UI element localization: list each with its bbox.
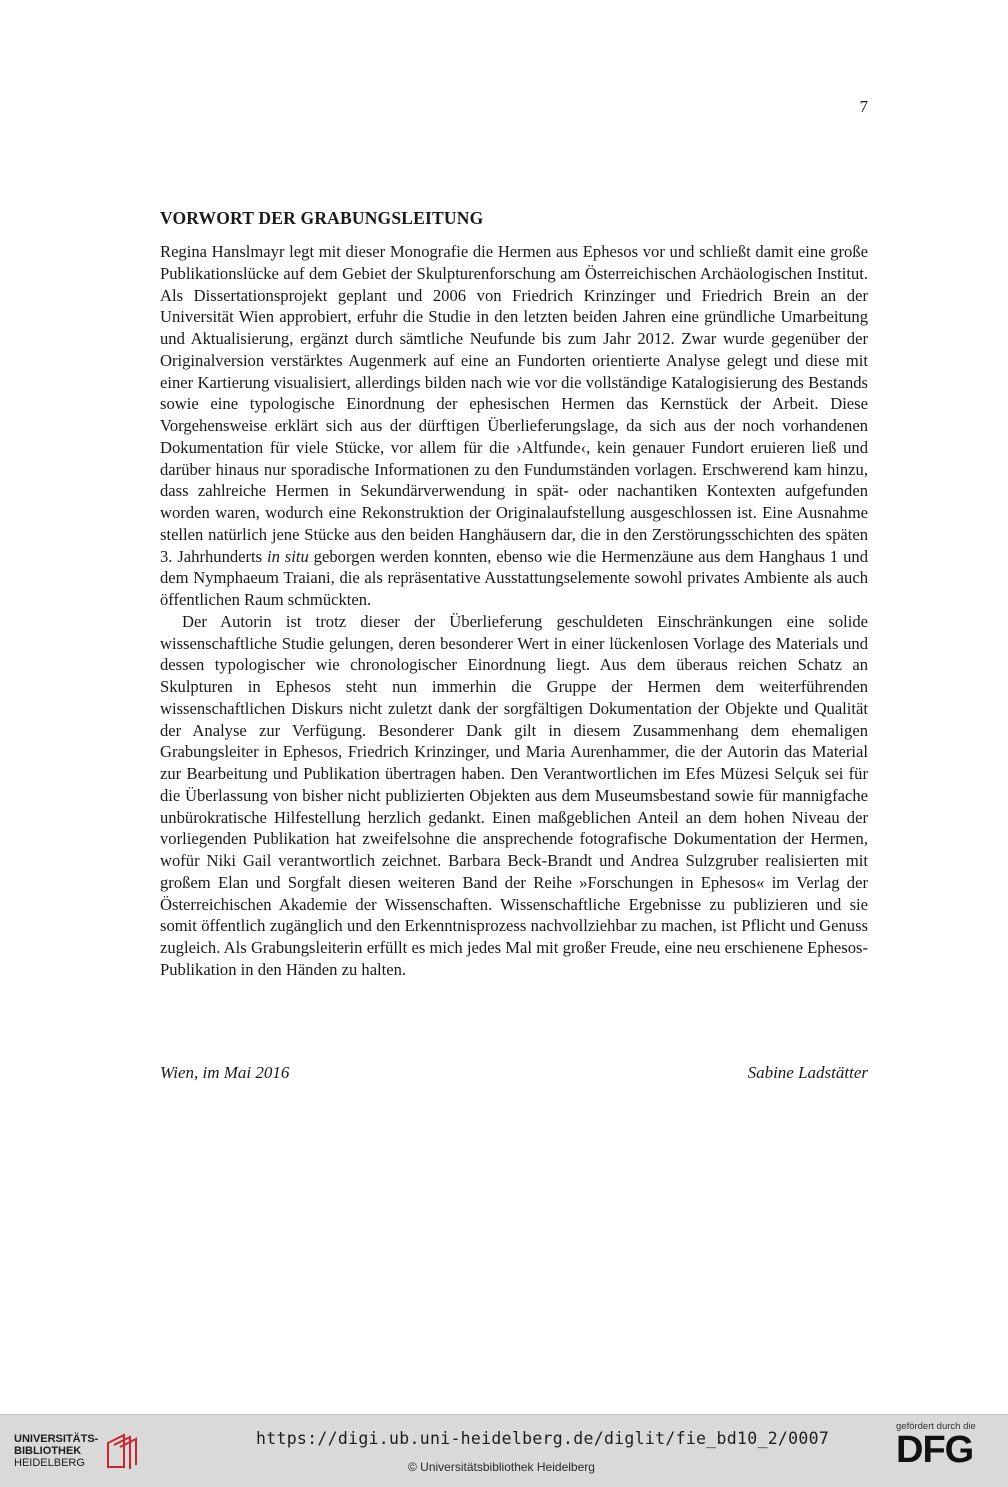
in-situ-italic: in situ	[267, 546, 309, 566]
page-title: VORWORT DER GRABUNGSLEITUNG	[160, 208, 484, 228]
library-name-line-1: UNIVERSITÄTS-	[14, 1433, 99, 1445]
library-mark-icon	[104, 1431, 140, 1471]
library-name-line-3: HEIDELBERG	[14, 1457, 85, 1469]
signature-line	[160, 1063, 868, 1083]
paragraph-1-part-2: geborgen werden konnten, ebenso wie die Hermenzäune aus dem Hanghaus 1 und dem Nymphaeum Traiani, die als repräsentative Ausstattungselemente sowohl privates Ambiente als auch öffentlichen Raum schmückten.	[160, 546, 868, 609]
copyright-notice: © Universitätsbibliothek Heidelberg	[408, 1460, 595, 1474]
dfg-caption: gefördert durch die	[896, 1421, 976, 1432]
place-date: Wien, im Mai 2016	[160, 1063, 290, 1082]
dfg-logo[interactable]	[896, 1421, 996, 1471]
paragraph-1	[160, 241, 868, 611]
library-name-line-2: BIBLIOTHEK	[14, 1445, 82, 1457]
footer-bar	[0, 1414, 1008, 1487]
library-name	[14, 1433, 98, 1469]
author-name: Sabine Ladstätter	[747, 1063, 868, 1082]
library-logo[interactable]	[14, 1431, 140, 1471]
paragraph-1-part-1: Regina Hanslmayr legt mit dieser Monografie die Hermen aus Ephesos vor und schließt damit eine große Publikationslücke auf dem Gebiet der Skulpturenforschung am Österreichischen Archäologischen Institut. Als Dissertationsprojekt geplant und 2006 von Friedrich Krinzinger und Friedrich Brein an der Universität Wien approbiert, erfuhr die Studie in den letzten beiden Jahren eine gründliche Umarbeitung und Aktualisierung, ergänzt durch sämtliche Neufunde bis zum Jahr 2012. Zwar wurde gegenüber der Originalversion verstärktes Augenmerk auf eine an Fundorten orientierte Analyse gelegt und diese mit einer Kartierung visualisiert, allerdings bilden nach wie vor die vollständige Katalogisierung des Bestands sowie eine typologische Einordnung der ephesischen Hermen das Kernstück der Arbeit. Diese Vorgehensweise erklärt sich aus der dürftigen Überlieferungslage, da sich aus der noch vorhandenen Dokumentation für viele Stücke, vor allem für die ›Altfunde‹, kein genauer Fundort eruieren ließ und darüber hinaus nur sporadische Informationen zu den Fundumständen vorlagen. Erschwerend kam hinzu, dass zahlreiche Hermen in Sekundärverwendung in spät- oder nachantiken Kontexten aufgefunden worden waren, wodurch eine Rekonstruktion der Originalaufstellung ausgeschlossen ist. Eine Ausnahme stellen natürlich jene Stücke aus den beiden Hanghäusern dar, die in den Zerstörungsschichten des späten 3. Jahrhunderts	[160, 242, 868, 566]
paragraph-2: Der Autorin ist trotz dieser der Überlieferung geschuldeten Einschränkungen eine solide wissenschaftliche Studie gelungen, deren besonderer Wert in einer lückenlosen Vorlage des Materials und dessen typologischer wie chronologischer Einordnung liegt. Aus dem überaus reichen Schatz an Skulpturen in Ephesos steht nun immerhin die Gruppe der Hermen dem weiterführenden wissenschaftlichen Diskurs nicht zuletzt dank der sorgfältigen Dokumentation der Objekte und Qualität der Analyse zur Verfügung. Besonderer Dank gilt in diesem Zusammenhang dem ehemaligen Grabungsleiter in Ephesos, Friedrich Krinzinger, und Maria Aurenhammer, die der Autorin das Material zur Bearbeitung und Publikation übertragen haben. Den Verantwortlichen im Efes Müzesi Selçuk sei für die Überlassung von bisher nicht publizierten Objekten aus dem Museumsbestand sowie für mannigfache unbürokratische Hilfestellung herzlich gedankt. Einen maßgeblichen Anteil an dem hohen Niveau der vorliegenden Publikation hat zweifelsohne die ansprechende fotografische Dokumentation der Hermen, wofür Niki Gail verantwortlich zeichnet. Barbara Beck-Brandt und Andrea Sulzgruber realisierten mit großem Elan und Sorgfalt diesen weiteren Band der Reihe »Forschungen in Ephesos« im Verlag der Österreichischen Akademie der Wissenschaften. Wissenschaftliche Ergebnisse zu publizieren und sie somit öffentlich zugänglich und den Erkenntnisprozess nachvollziehbar zu machen, ist Pflicht und Genuss zugleich. Als Grabungsleiterin erfüllt es mich jedes Mal mit großer Freude, eine neu erschienene Ephesos-Publikation in den Händen zu halten.	[160, 611, 868, 979]
page-number: 7	[859, 97, 868, 116]
source-url-link[interactable]: https://digi.ub.uni-heidelberg.de/diglit/fie_bd10_2/0007	[256, 1429, 830, 1448]
body-text	[160, 241, 868, 981]
dfg-wordmark: DFG	[896, 1429, 974, 1471]
